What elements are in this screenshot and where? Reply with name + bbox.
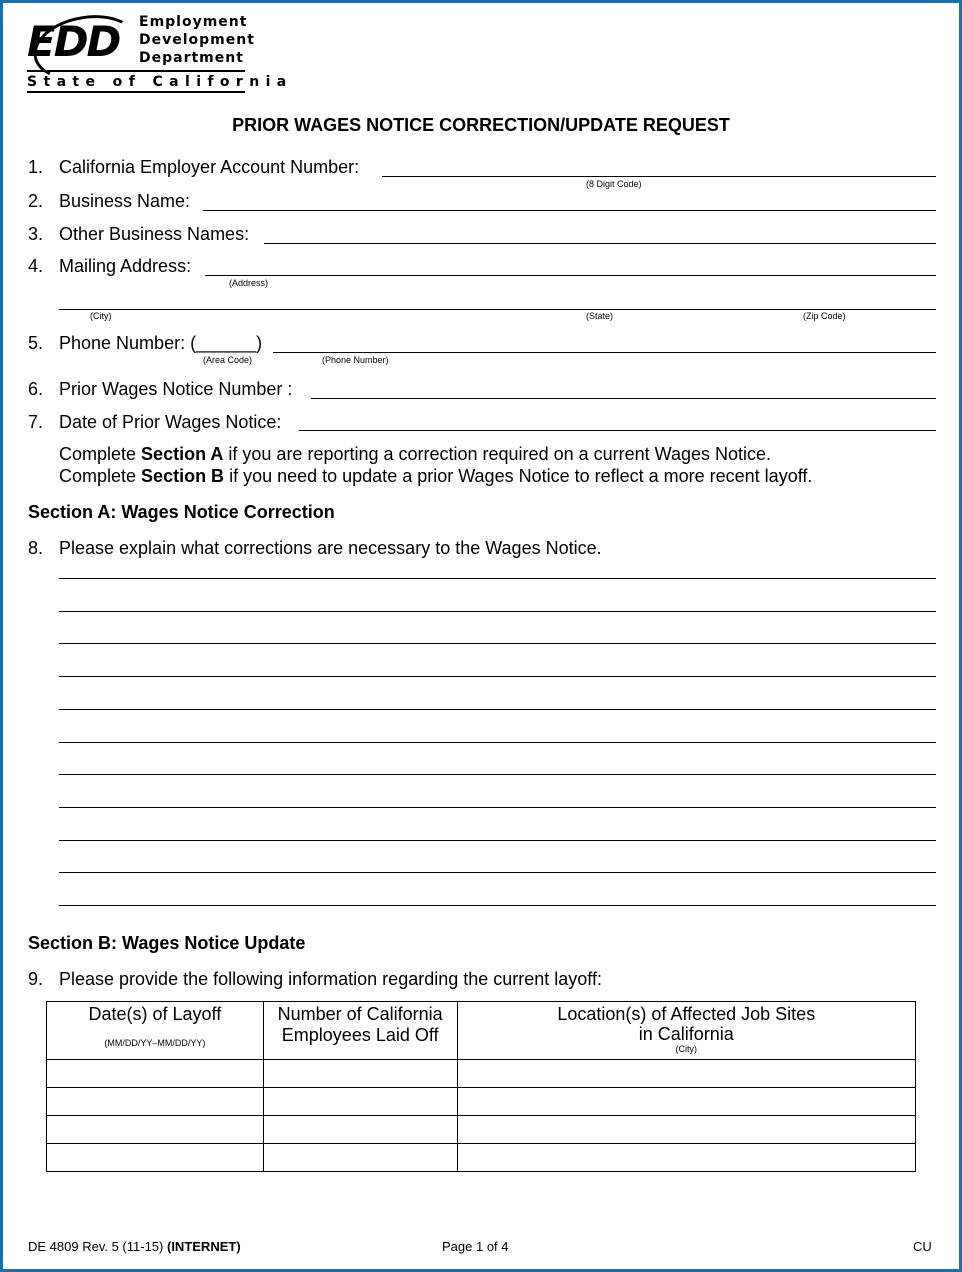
field-5-label: Phone Number: (______) (59, 333, 263, 353)
locations-cell[interactable] (457, 1088, 915, 1116)
col-layoff-dates-header (47, 1002, 264, 1060)
instruction-section-a: Complete Section A if you are reporting a correction required on a current Wages Notice. (59, 444, 772, 464)
field-6-label: Prior Wages Notice Number : (59, 379, 293, 399)
table-row (47, 1144, 916, 1172)
field-1-caption: (8 Digit Code) (586, 179, 642, 189)
col-locations-header (457, 1002, 915, 1060)
locations-cell[interactable] (457, 1144, 915, 1172)
instruction-section-b: Complete Section B if you need to update a prior Wages Notice to reflect a more recent layoff. (59, 466, 813, 486)
phone-number-field[interactable] (273, 352, 936, 353)
col-locations-label-1: Location(s) of Affected Job Sites (557, 1004, 816, 1024)
logo-line-department: Department (139, 50, 244, 66)
employees-cell[interactable] (263, 1060, 457, 1088)
field-1-label: California Employer Account Number: (59, 157, 360, 177)
layoff-dates-cell[interactable] (47, 1088, 264, 1116)
col-employees-header (263, 1002, 457, 1060)
employees-cell[interactable] (263, 1144, 457, 1172)
correction-line[interactable] (59, 676, 936, 677)
correction-line[interactable] (59, 709, 936, 710)
logo-rule-top (27, 70, 245, 72)
table-row (47, 1088, 916, 1116)
logo-rule-bottom (27, 91, 245, 93)
layoff-dates-cell[interactable] (47, 1060, 264, 1088)
field-4-number: 4. (28, 256, 44, 276)
correction-line[interactable] (59, 643, 936, 644)
employer-account-number-field[interactable] (382, 176, 936, 177)
field-1-number: 1. (28, 157, 44, 177)
employees-cell[interactable] (263, 1116, 457, 1144)
edd-logo (27, 14, 293, 94)
correction-line[interactable] (59, 611, 936, 612)
col-employees-label-2: Employees Laid Off (281, 1025, 439, 1045)
layoff-dates-cell[interactable] (47, 1144, 264, 1172)
field-6-number: 6. (28, 379, 44, 399)
correction-line[interactable] (59, 742, 936, 743)
field-5-number: 5. (28, 333, 44, 353)
form-code: CU (913, 1239, 932, 1254)
table-row (47, 1060, 916, 1088)
phone-number-caption: (Phone Number) (322, 355, 389, 365)
layoff-dates-cell[interactable] (47, 1116, 264, 1144)
col-layoff-dates-sub: (MM/DD/YY–MM/DD/YY) (104, 1038, 206, 1048)
col-employees-label-1: Number of California (277, 1004, 443, 1024)
correction-line[interactable] (59, 774, 936, 775)
form-title: PRIOR WAGES NOTICE CORRECTION/UPDATE REQUEST (232, 115, 730, 135)
state-caption: (State) (586, 311, 614, 321)
zip-caption: (Zip Code) (803, 311, 846, 321)
form-id: DE 4809 Rev. 5 (11-15) (INTERNET) (28, 1239, 241, 1254)
correction-line[interactable] (59, 840, 936, 841)
prior-wages-notice-date-field[interactable] (299, 430, 936, 431)
col-locations-sub: (City) (675, 1044, 698, 1054)
city-caption: (City) (90, 311, 112, 321)
field-9-prompt: Please provide the following information regarding the current layoff: (59, 969, 602, 989)
field-7-label: Date of Prior Wages Notice: (59, 412, 282, 432)
field-2-number: 2. (28, 191, 44, 211)
section-b-heading: Section B: Wages Notice Update (28, 933, 306, 953)
field-2-label: Business Name: (59, 191, 191, 211)
field-4-label: Mailing Address: (59, 256, 192, 276)
logo-mark: EDD (27, 17, 120, 66)
field-7-number: 7. (28, 412, 44, 432)
area-code-caption: (Area Code) (203, 355, 253, 365)
table-row (47, 1116, 916, 1144)
logo-line-development: Development (139, 32, 255, 48)
correction-line[interactable] (59, 807, 936, 808)
layoff-table (46, 1001, 916, 1172)
prior-wages-notice-number-field[interactable] (311, 398, 936, 399)
mailing-address-field[interactable] (205, 275, 936, 276)
logo-state: State of California (27, 74, 293, 90)
field-8-prompt: Please explain what corrections are necessary to the Wages Notice. (59, 538, 602, 558)
section-a-heading: Section A: Wages Notice Correction (28, 502, 335, 522)
other-business-names-field[interactable] (264, 243, 936, 244)
field-9-number: 9. (28, 969, 44, 989)
field-3-label: Other Business Names: (59, 224, 250, 244)
correction-line[interactable] (59, 872, 936, 873)
city-state-zip-field[interactable] (59, 309, 936, 310)
locations-cell[interactable] (457, 1060, 915, 1088)
correction-line[interactable] (59, 578, 936, 579)
field-8-number: 8. (28, 538, 44, 558)
address-caption: (Address) (229, 278, 269, 288)
business-name-field[interactable] (203, 210, 936, 211)
logo-line-employment: Employment (139, 14, 248, 30)
field-3-number: 3. (28, 224, 44, 244)
employees-cell[interactable] (263, 1088, 457, 1116)
col-layoff-dates-label: Date(s) of Layoff (88, 1004, 222, 1024)
table-header-row (47, 1002, 916, 1060)
locations-cell[interactable] (457, 1116, 915, 1144)
page-number: Page 1 of 4 (442, 1239, 509, 1254)
col-locations-label-2: in California (638, 1024, 734, 1044)
correction-line[interactable] (59, 905, 936, 906)
